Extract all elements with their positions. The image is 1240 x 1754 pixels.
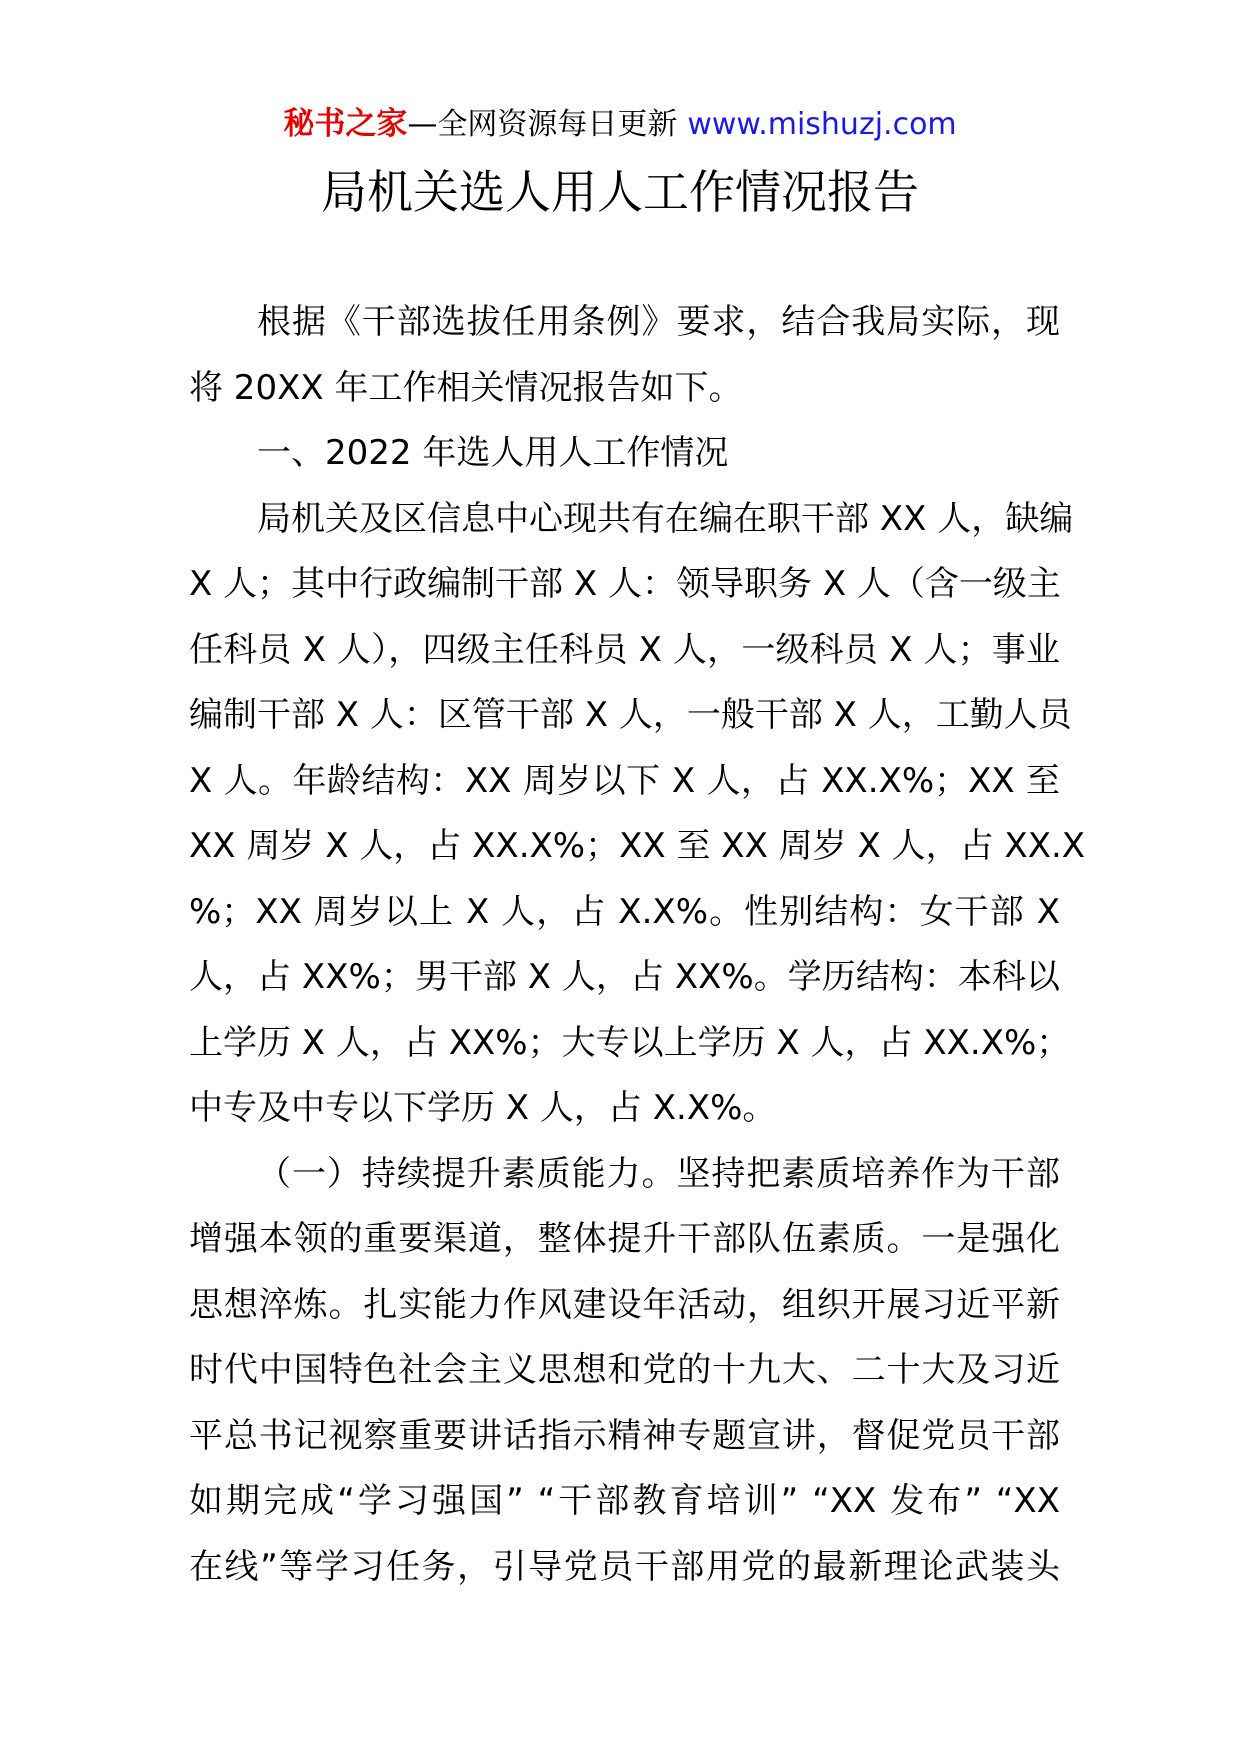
paragraph-line: X 人；其中行政编制干部 X 人：领导职务 X 人（含一级主 (189, 564, 1061, 604)
site-header (0, 104, 1240, 145)
paragraph-line: 平总书记视察重要讲话指示精神专题宣讲，督促党员干部 (189, 1415, 1060, 1456)
paragraph-line: XX 周岁 X 人，占 XX.X%；XX 至 XX 周岁 X 人，占 XX.X (189, 826, 1086, 866)
section-heading-text: 一、2022 年选人用人工作情况 (257, 433, 729, 473)
section-heading (189, 421, 1060, 487)
paragraph-quality-improvement (189, 1142, 1060, 1601)
paragraph-line: 如期完成“学习强国” “干部教育培训” “XX 发布” “XX (189, 1481, 1060, 1521)
paragraph-line: %；XX 周岁以上 X 人，占 X.X%。性别结构：女干部 X (189, 891, 1060, 932)
paragraph-line: 中专及中专以下学历 X 人，占 X.X%。 (189, 1088, 777, 1128)
paragraph-line: 人，占 XX%；男干部 X 人，占 XX%。学历结构：本科以 (189, 957, 1060, 997)
site-tagline: —全网资源每日更新 (407, 107, 678, 142)
paragraph-line: 编制干部 X 人：区管干部 X 人，一般干部 X 人，工勤人员 (189, 695, 1072, 735)
paragraph-line: 根据《干部选拔任用条例》要求，结合我局实际，现 (257, 302, 1060, 342)
document-body (189, 290, 1086, 1600)
brand-name: 秘书之家 (283, 106, 408, 142)
paragraph-line: 时代中国特色社会主义思想和党的十九大、二十大及习近 (189, 1350, 1060, 1390)
paragraph-intro (189, 290, 1060, 421)
paragraph-line: （一）持续提升素质能力。坚持把素质培养作为干部 (257, 1153, 1060, 1194)
document-title: 局机关选人用人工作情况报告 (321, 165, 919, 219)
paragraph-line: 局机关及区信息中心现共有在编在职干部 XX 人，缺编 (257, 498, 1074, 539)
paragraph-line: 思想淬炼。扎实能力作风建设年活动，组织开展习近平新 (189, 1284, 1060, 1325)
site-url: www.mishuzj.com (687, 107, 957, 142)
paragraph-line: 任科员 X 人），四级主任科员 X 人，一级科员 X 人；事业 (189, 629, 1060, 670)
paragraph-line: 上学历 X 人，占 XX%；大专以上学历 X 人，占 XX.X%； (189, 1022, 1071, 1063)
paragraph-line: 在线”等学习任务，引导党员干部用党的最新理论武装头 (189, 1546, 1060, 1587)
paragraph-line: 增强本领的重要渠道，整体提升干部队伍素质。一是强化 (189, 1219, 1060, 1259)
paragraph-line: X 人。年龄结构：XX 周岁以下 X 人，占 XX.X%；XX 至 (189, 760, 1060, 801)
paragraph-staff-overview (189, 487, 1086, 1142)
paragraph-line: 将 20XX 年工作相关情况报告如下。 (189, 367, 743, 408)
